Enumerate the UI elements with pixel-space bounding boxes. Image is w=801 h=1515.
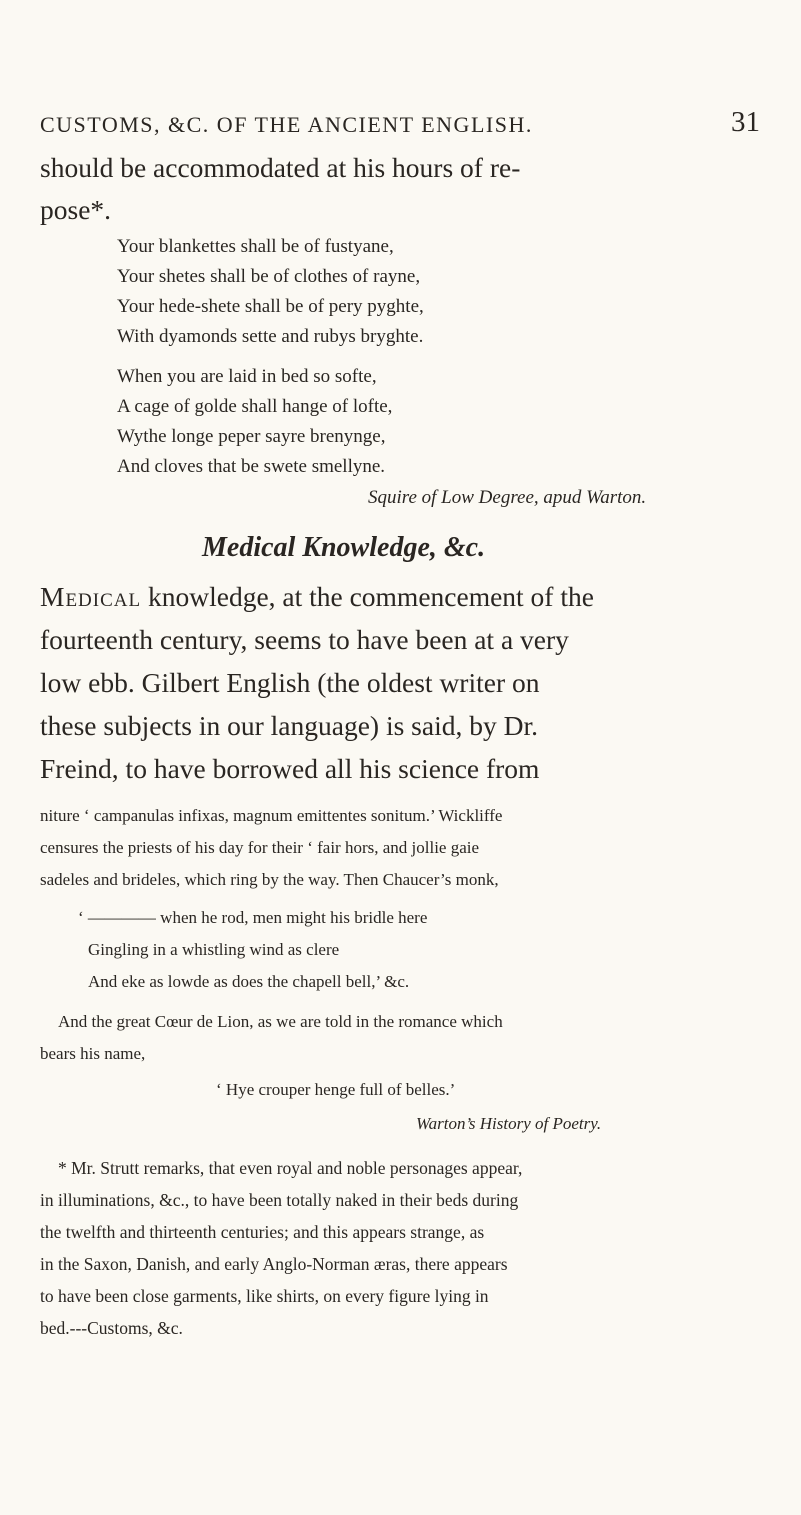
running-title: CUSTOMS, &C. OF THE ANCIENT ENGLISH. <box>40 112 533 137</box>
verse-line: And cloves that be swete smellyne. <box>117 456 386 477</box>
verse-line: Your hede-shete shall be of pery pyghte, <box>117 296 424 317</box>
attribution: Warton’s History of Poetry. <box>416 1114 602 1133</box>
body-line: low ebb. Gilbert English (the oldest writer on <box>40 667 540 698</box>
verse-line: And eke as lowde as does the chapell bell,’ &c. <box>88 972 410 991</box>
verse-line: ‘ ———— when he rod, men might his bridle here <box>78 908 428 927</box>
prose-line: sadeles and brideles, which ring by the way. Then Chaucer’s monk, <box>40 870 499 889</box>
prose-line: censures the priests of his day for their ‘ fair hors, and jollie gaie <box>40 838 480 857</box>
section-heading: Medical Knowledge, &c. <box>202 532 486 563</box>
verse-line: A cage of golde shall hange of lofte, <box>117 396 393 417</box>
verse-line: When you are laid in bed so softe, <box>117 366 377 387</box>
body-line: fourteenth century, seems to have been at a very <box>40 624 569 655</box>
footnote-line: bed.---Customs, &c. <box>40 1318 183 1338</box>
body-line: Freind, to have borrowed all his science from <box>40 753 540 784</box>
attribution: Squire of Low Degree, apud Warton. <box>368 487 647 508</box>
page-number: 31 <box>731 106 760 138</box>
prose-line: bears his name, <box>40 1044 146 1063</box>
verse-line: With dyamonds sette and rubys bryghte. <box>117 326 424 347</box>
intro-line: should be accommodated at his hours of re- <box>40 152 521 183</box>
lead-word: Medical <box>40 581 142 612</box>
footnote-line: * Mr. Strutt remarks, that even royal and noble personages appear, <box>58 1158 523 1178</box>
footnote-line: in illuminations, &c., to have been totally naked in their beds during <box>40 1190 519 1210</box>
verse-line: Wythe longe peper sayre brenynge, <box>117 426 386 447</box>
body-line: these subjects in our language) is said, by Dr. <box>40 710 538 741</box>
verse-line: Your shetes shall be of clothes of rayne, <box>117 266 421 287</box>
intro-line: pose*. <box>40 194 112 225</box>
quote-line: ‘ Hye crouper henge full of belles.’ <box>216 1080 456 1099</box>
prose-line: niture ‘ campanulas infixas, magnum emittentes sonitum.’ Wickliffe <box>40 806 503 825</box>
footnote-line: the twelfth and thirteenth centuries; and this appears strange, as <box>40 1222 485 1242</box>
footnote-line: in the Saxon, Danish, and early Anglo-Norman æras, there appears <box>40 1254 508 1274</box>
verse-line: Your blankettes shall be of fustyane, <box>117 236 394 257</box>
verse-line: Gingling in a whistling wind as clere <box>88 940 340 959</box>
footnote-line: to have been close garments, like shirts, on every figure lying in <box>40 1286 489 1306</box>
prose-line: And the great Cœur de Lion, as we are told in the romance which <box>58 1012 503 1031</box>
body-line-text: knowledge, at the commencement of the <box>147 581 594 612</box>
body-line <box>40 581 594 613</box>
